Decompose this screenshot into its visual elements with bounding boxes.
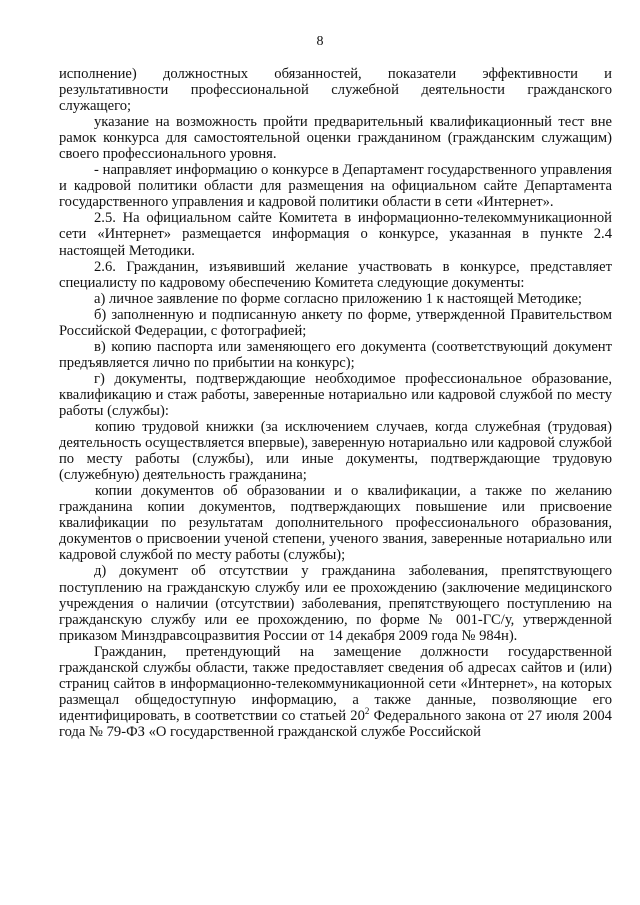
list-item-d: д) документ об отсутствии у гражданина заболевания, препятствующего поступлению на гражданскую службу или ее прохождению (заключение медицинского учреждения о наличии (отсутствии) заболевания, препятствующего поступлению на гражданскую службу или ее прохождению, по форме № 001-ГС/у, утвержденной приказом Минздравсоцразвития России от 14 декабря 2009 года № 984н).	[59, 563, 612, 644]
list-item-g: г) документы, подтверждающие необходимое профессиональное образование, квалификацию и стаж работы, заверенные нотариально или кадровой службой по месту работы (службы):	[59, 370, 612, 419]
paragraph: указание на возможность пройти предварительный квалификационный тест вне рамок конкурса для самостоятельной оценки гражданином (гражданским служащим) своего профессионального уровня.	[59, 114, 612, 163]
paragraph-websites	[59, 644, 612, 740]
list-item-v: в) копию паспорта или заменяющего его документа (соответствующий документ предъявляется лично по прибытии на конкурс);	[59, 338, 612, 371]
text-run: Гражданин, претендующий на замещение должности государственной гражданской службы области, также предоставляет сведения об адресах сайтов и (или) страниц сайтов в информационно-телекоммуникационной сети «Интернет», на которых размещал общедоступную информацию, а также данные, позволяющие его идентифицировать, в соответствии со статьей 20	[59, 643, 612, 724]
paragraph: исполнение) должностных обязанностей, показатели эффективности и результативности профессиональной служебной деятельности гражданского служащего;	[59, 66, 612, 115]
superscript: 2	[364, 706, 370, 717]
paragraph: - направляет информацию о конкурсе в Департамент государственного управления и кадровой политики области для размещения на официальном сайте Департамента государственного управления и кадровой политики области в сети «Интернет».	[59, 162, 612, 211]
text-run: Федерального закона от 27 июля 2004 года № 79-ФЗ «О государственной гражданской службе Российской	[59, 707, 612, 740]
list-subitem-education-docs: копии документов об образовании и о квалификации, а также по желанию гражданина копии документов, подтверждающих повышение или присвоение квалификации по результатам дополнительного профессионального образования, документов о присвоении ученой степени, ученого звания, заверенные нотариально или кадровой службой по месту работы (службы);	[59, 483, 612, 564]
list-item-a: а) личное заявление по форме согласно приложению 1 к настоящей Методике;	[94, 290, 582, 307]
list-subitem-labor-book: копию трудовой книжки (за исключением случаев, когда служебная (трудовая) деятельность осуществляется впервые), заверенную нотариально или кадровой службой по месту работы (службы), или иные документы, подтверждающие трудовую (служебную) деятельность гражданина;	[59, 419, 612, 484]
paragraph-2-6: 2.6. Гражданин, изъявивший желание участвовать в конкурсе, представляет специалисту по кадровому обеспечению Комитета следующие документы:	[59, 258, 612, 291]
list-item-b: б) заполненную и подписанную анкету по форме, утвержденной Правительством Российской Федерации, с фотографией;	[59, 306, 612, 339]
paragraph-2-5: 2.5. На официальном сайте Комитета в информационно-телекоммуникационной сети «Интернет» размещается информация о конкурсе, указанная в пункте 2.4 настоящей Методики.	[59, 210, 612, 259]
document-body	[59, 66, 612, 740]
page-number: 8	[316, 34, 324, 49]
